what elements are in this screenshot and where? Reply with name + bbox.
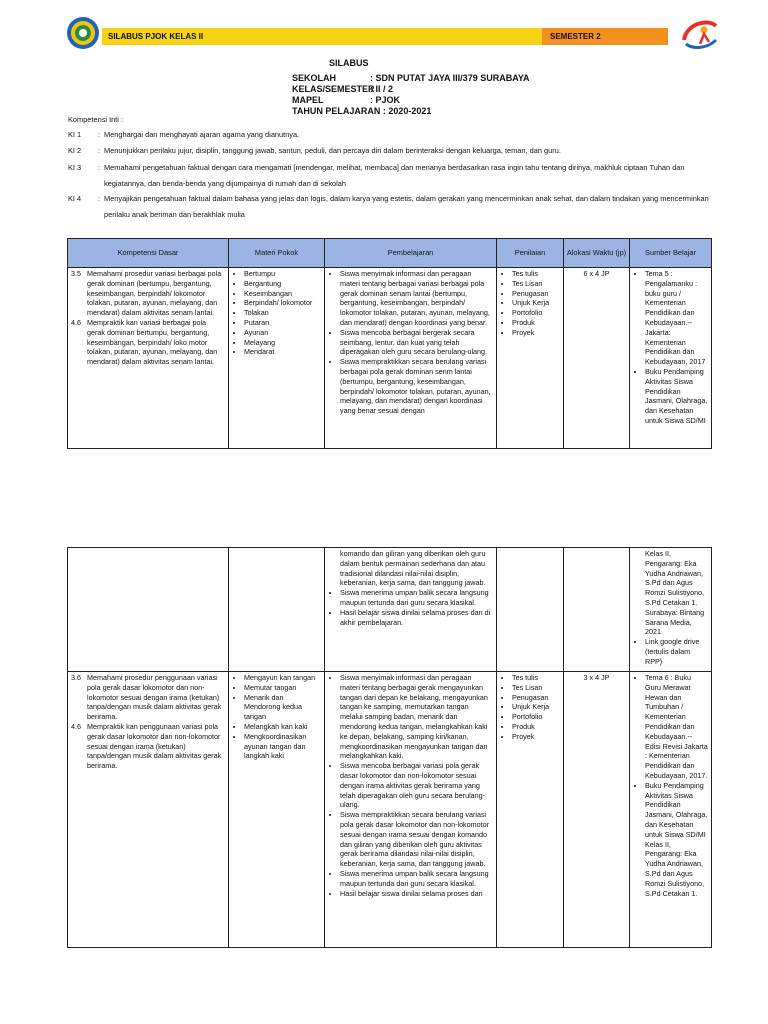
kd-item: 3.5 Memahami prosedur variasi berbagai pola gerak dominan (bertumpu, bergantung, keseimbangan, berpindah/ lokomotor tolakan, putaran, ayunan, melayang, dan mendarat) dalam aktivitas senam lantai.	[71, 269, 222, 318]
sumber-cell	[630, 268, 712, 449]
penilaian-cell	[497, 672, 564, 948]
header-title: SILABUS PJOK KELAS II	[102, 28, 542, 45]
ki-row-3: KI 3 : Memahami pengetahuan faktual dengan cara mengamati [mendengar, melihat, membaca] dan menanya berdasarkan rasa ingin tahu tentang dirinya, makhluk ciptaan Tuhan dan kegiatannya, dan benda-benda yang dijumpainya di rumah dan di sekolah	[68, 163, 685, 188]
student-mascot-logo	[678, 14, 722, 54]
list-item: • Buku Pendamping Aktivitas Siswa Pendidikan Jasmani, Olahraga, dan Kesehatan untuk Siswa SD/MI Kelas II, Pengarang: Eka Yudha Andriawan, S.Pd dan Agus Romzi Sulistiyono, S.Pd Cetakan 1.	[645, 781, 708, 899]
tut-wuri-handayani-logo	[66, 16, 100, 50]
field-tahun-pelajaran: TAHUN PELAJARAN : 2020-2021	[292, 106, 432, 116]
field-kelas-semester: KELAS/SEMESTER: II / 2	[292, 84, 394, 94]
list-item: • Bertumpu	[244, 269, 321, 279]
kd-cell	[68, 672, 229, 948]
list-item: • Portofolio	[512, 308, 560, 318]
list-item: • Tes tulis	[512, 673, 560, 683]
ki-row-4: KI 4 : Menyajikan pengetahuan faktual dalam bahasa yang jelas dan logis, dalam karya yang estetis, dalam gerakan yang mencerminkan anak sehat, dan dalam tindakan yang mencerminkan perilaku anak beriman dan berakhlak mulia	[68, 194, 709, 219]
sumber-continued: Kelas II, Pengarang: Eka Yudha Andriawan, S.Pd dan Agus Romzi Sulistiyono, S.Pd Cetakan 1. Surabaya: Bintang Sarana Media, 2021	[645, 549, 705, 637]
list-item: • Mengkoordinasikan ayunan tangan dan langkah kaki	[244, 732, 321, 761]
list-item: • Keseimbangan	[244, 289, 321, 299]
kd-cell	[68, 548, 229, 672]
list-item: • Unjuk Kerja	[512, 702, 560, 712]
syllabus-table-2	[67, 547, 712, 948]
alokasi-cell: 3 x 4 JP	[564, 672, 630, 948]
list-item: • Link google drive (tertulis dalam RPP)	[645, 637, 708, 666]
list-item: • Siswa menerima umpan balik secara langsung maupun tertunda dari guru secara klasikal.	[340, 869, 493, 889]
list-item: • Melangkah kan kaki	[244, 722, 321, 732]
list-item: • Unjuk Kerja	[512, 298, 560, 308]
sumber-cell	[630, 672, 712, 948]
list-item: • Berpindah/ lokomotor	[244, 298, 321, 308]
header-semester: SEMESTER 2	[550, 32, 601, 41]
table-row	[68, 672, 712, 948]
list-item: • Tolakan	[244, 308, 321, 318]
list-item: • Siswa mencoba berbagai bergerak secara seimbang, lentur, dan kuat yang telah diperagakan oleh guru secara berulang-ulang.	[340, 328, 493, 357]
list-item: • Tema 5 : Pengalamanku : buku guru / Kementerian Pendidikan dan Kebudayaan.-- Jakarta: Kementerian Pendidikan dan Kebudayaan, 2017	[645, 269, 708, 367]
ki-row-1: KI 1 : Menghargai dan menghayati ajaran agama yang dianutnya.	[68, 130, 300, 139]
materi-cell	[229, 548, 325, 672]
table-header-row	[68, 239, 712, 268]
list-item: • Mengayun kan tangan	[244, 673, 321, 683]
list-item: • Melayang	[244, 338, 321, 348]
field-mapel: MAPEL : PJOK	[292, 95, 401, 105]
pembelajaran-cell	[325, 548, 497, 672]
alokasi-cell	[564, 548, 630, 672]
col-materi-pokok: Materi Pokok	[229, 239, 325, 268]
list-item: • Siswa mempraktikkan secara berulang variasi pola gerak dasar lokomotor dan non-lokomotor sesuai dengan irama sesuai dengan komando dan giliran yang diberikan oleh guru aktivitas gerak berirama dilandasi nilai-nilai disiplin, keberanian, kerja sama, dan tanggung jawab.	[340, 810, 493, 869]
table-row	[68, 548, 712, 672]
kd-item: 3.6 Memahami prosedur penggunaan variasi pola gerak dasar lokomotor dan non-lokomotor sesuai dengan irama (ketukan) tanpa/dengan musik dalam aktivitas gerak berirama.	[71, 673, 222, 722]
list-item: • Tema 6 : Buku Guru Merawat Hewan dan Tumbuhan / Kementerian Pendidikan dan Kebudayaan.-- Edisi Revisi Jakarta : Kementerian Pendidikan dan Kebudayaan, 2017.	[645, 673, 708, 781]
materi-cell	[229, 672, 325, 948]
pembelajaran-continued: komando dan giliran yang diberikan oleh guru dalam bentuk permainan sederhana dan atau tradisional dilandasi nilai-nilai disiplin, keberanian, kerja sama, dan tanggung jawab.	[340, 549, 486, 588]
list-item: • Hasil belajar siswa dinilai selama proses dan di akhir pembelajaran.	[340, 608, 493, 628]
pembelajaran-cell	[325, 268, 497, 449]
ki-row-2: KI 2 : Menunjukkan perilaku jujur, disiplin, tanggung jawab, santun, peduli, dan percaya diri dalam berinteraksi dengan keluarga, teman, dan guru.	[68, 146, 561, 155]
list-item: • Siswa menyimak informasi dan peragaan materi tentang berbagai variasi berbagai pola gerak dominan senam lantai (bertumpu, bergantung, keseimbangan, berpindah/ lokomotor tolakan, putaran, ayunan, melayang, dan mendarat) dengan koordinasi yang benar.	[340, 269, 493, 328]
list-item: • Putaran	[244, 318, 321, 328]
kd-item: 4.6 Mempraktik kan penggunaan variasi pola gerak dasar lokomotor dan non-lokomotor sesuai dengan irama (ketukan) tanpa/dengan musik dalam aktivitas gerak berirama.	[71, 721, 222, 771]
doc-fields	[292, 73, 530, 117]
list-item: • Memutar tangan	[244, 683, 321, 693]
list-item: • Mendarat	[244, 347, 321, 357]
list-item: • Bergantung	[244, 279, 321, 289]
list-item: • Produk	[512, 722, 560, 732]
doc-title: SILABUS	[329, 58, 369, 68]
list-item: • Buku Pendamping Aktivitas Siswa Pendidikan Jasmani, Olahraga, dan Kesehatan untuk Siswa SD/MI	[645, 367, 708, 426]
materi-cell	[229, 268, 325, 449]
list-item: • Ayunan	[244, 328, 321, 338]
list-item: • Siswa menerima umpan balik secara langsung maupun tertunda dari guru secara klasikal.	[340, 588, 493, 608]
ki-heading: Kompetensi Inti :	[68, 115, 124, 124]
list-item: • Proyek	[512, 732, 560, 742]
list-item: • Menarik dan Mendorong kedua tangan	[244, 693, 321, 722]
sumber-cell	[630, 548, 712, 672]
list-item: • Penugasan	[512, 693, 560, 703]
list-item: • Hasil belajar siswa dinilai selama proses dan	[340, 889, 493, 899]
list-item: • Siswa menyimak informasi dan peragaan materi tentang berbagai gerak mengayunkan tangan dari depan ke belakang, mengayunkan tangan ke samping, memutarkan tangan melalui samping badan, menarik dan mendorong kedua tangan, melangkahkan kaki ke depan, belakang, samping kiri/kanan, mengkoordinasikan mengayunkan tangan dan melangkahkan kaki.	[340, 673, 493, 761]
list-item: • Siswa mempraktikkan secara berulang variasi berbagai pola gerak dominan senm lantai (bertumpu, bergantung, keseimbangan, berpindah/ lokomotor tolakan, putaran, ayunan, melayang, dan mendarat) dengan koordinasi yang benar sesuai dengan	[340, 357, 493, 416]
table-row	[68, 268, 712, 449]
penilaian-cell	[497, 548, 564, 672]
col-alokasi-waktu: Alokasi Waktu (jp)	[564, 239, 630, 268]
col-sumber-belajar: Sumber Belajar	[630, 239, 712, 268]
kd-cell	[68, 268, 229, 449]
list-item: • Tes Lisan	[512, 683, 560, 693]
col-penilaian: Penilaian	[497, 239, 564, 268]
penilaian-cell	[497, 268, 564, 449]
col-kompetensi-dasar: Kompetensi Dasar	[68, 239, 229, 268]
list-item: • Tes tulis	[512, 269, 560, 279]
pembelajaran-cell	[325, 672, 497, 948]
syllabus-table-1	[67, 238, 712, 449]
kd-item: 4.6 Mempraktik kan variasi berbagai pola gerak dominan bertumpu, bergantung, keseimbangan, berpindah/ loko motor tolakan, putaran, ayunan, melayang, dan mendarat) dalam aktivitas senam lantai.	[71, 317, 218, 367]
list-item: • Penugasan	[512, 289, 560, 299]
list-item: • Produk	[512, 318, 560, 328]
list-item: • Portofolio	[512, 712, 560, 722]
header-band	[102, 28, 668, 45]
alokasi-cell: 6 x 4 JP	[564, 268, 630, 449]
list-item: • Siswa mencoba berbagai variasi pola gerak dasar lokomotor dan non-lokomotor sesuai dengan irama aktivitas gerak berirama yang telah diperagakan oleh guru secara berulang-ulang.	[340, 761, 493, 810]
list-item: • Tes Lisan	[512, 279, 560, 289]
field-sekolah: SEKOLAH : SDN PUTAT JAYA III/379 SURABAYA	[292, 73, 530, 83]
list-item: • Proyek	[512, 328, 560, 338]
col-pembelajaran: Pembelajaran	[325, 239, 497, 268]
